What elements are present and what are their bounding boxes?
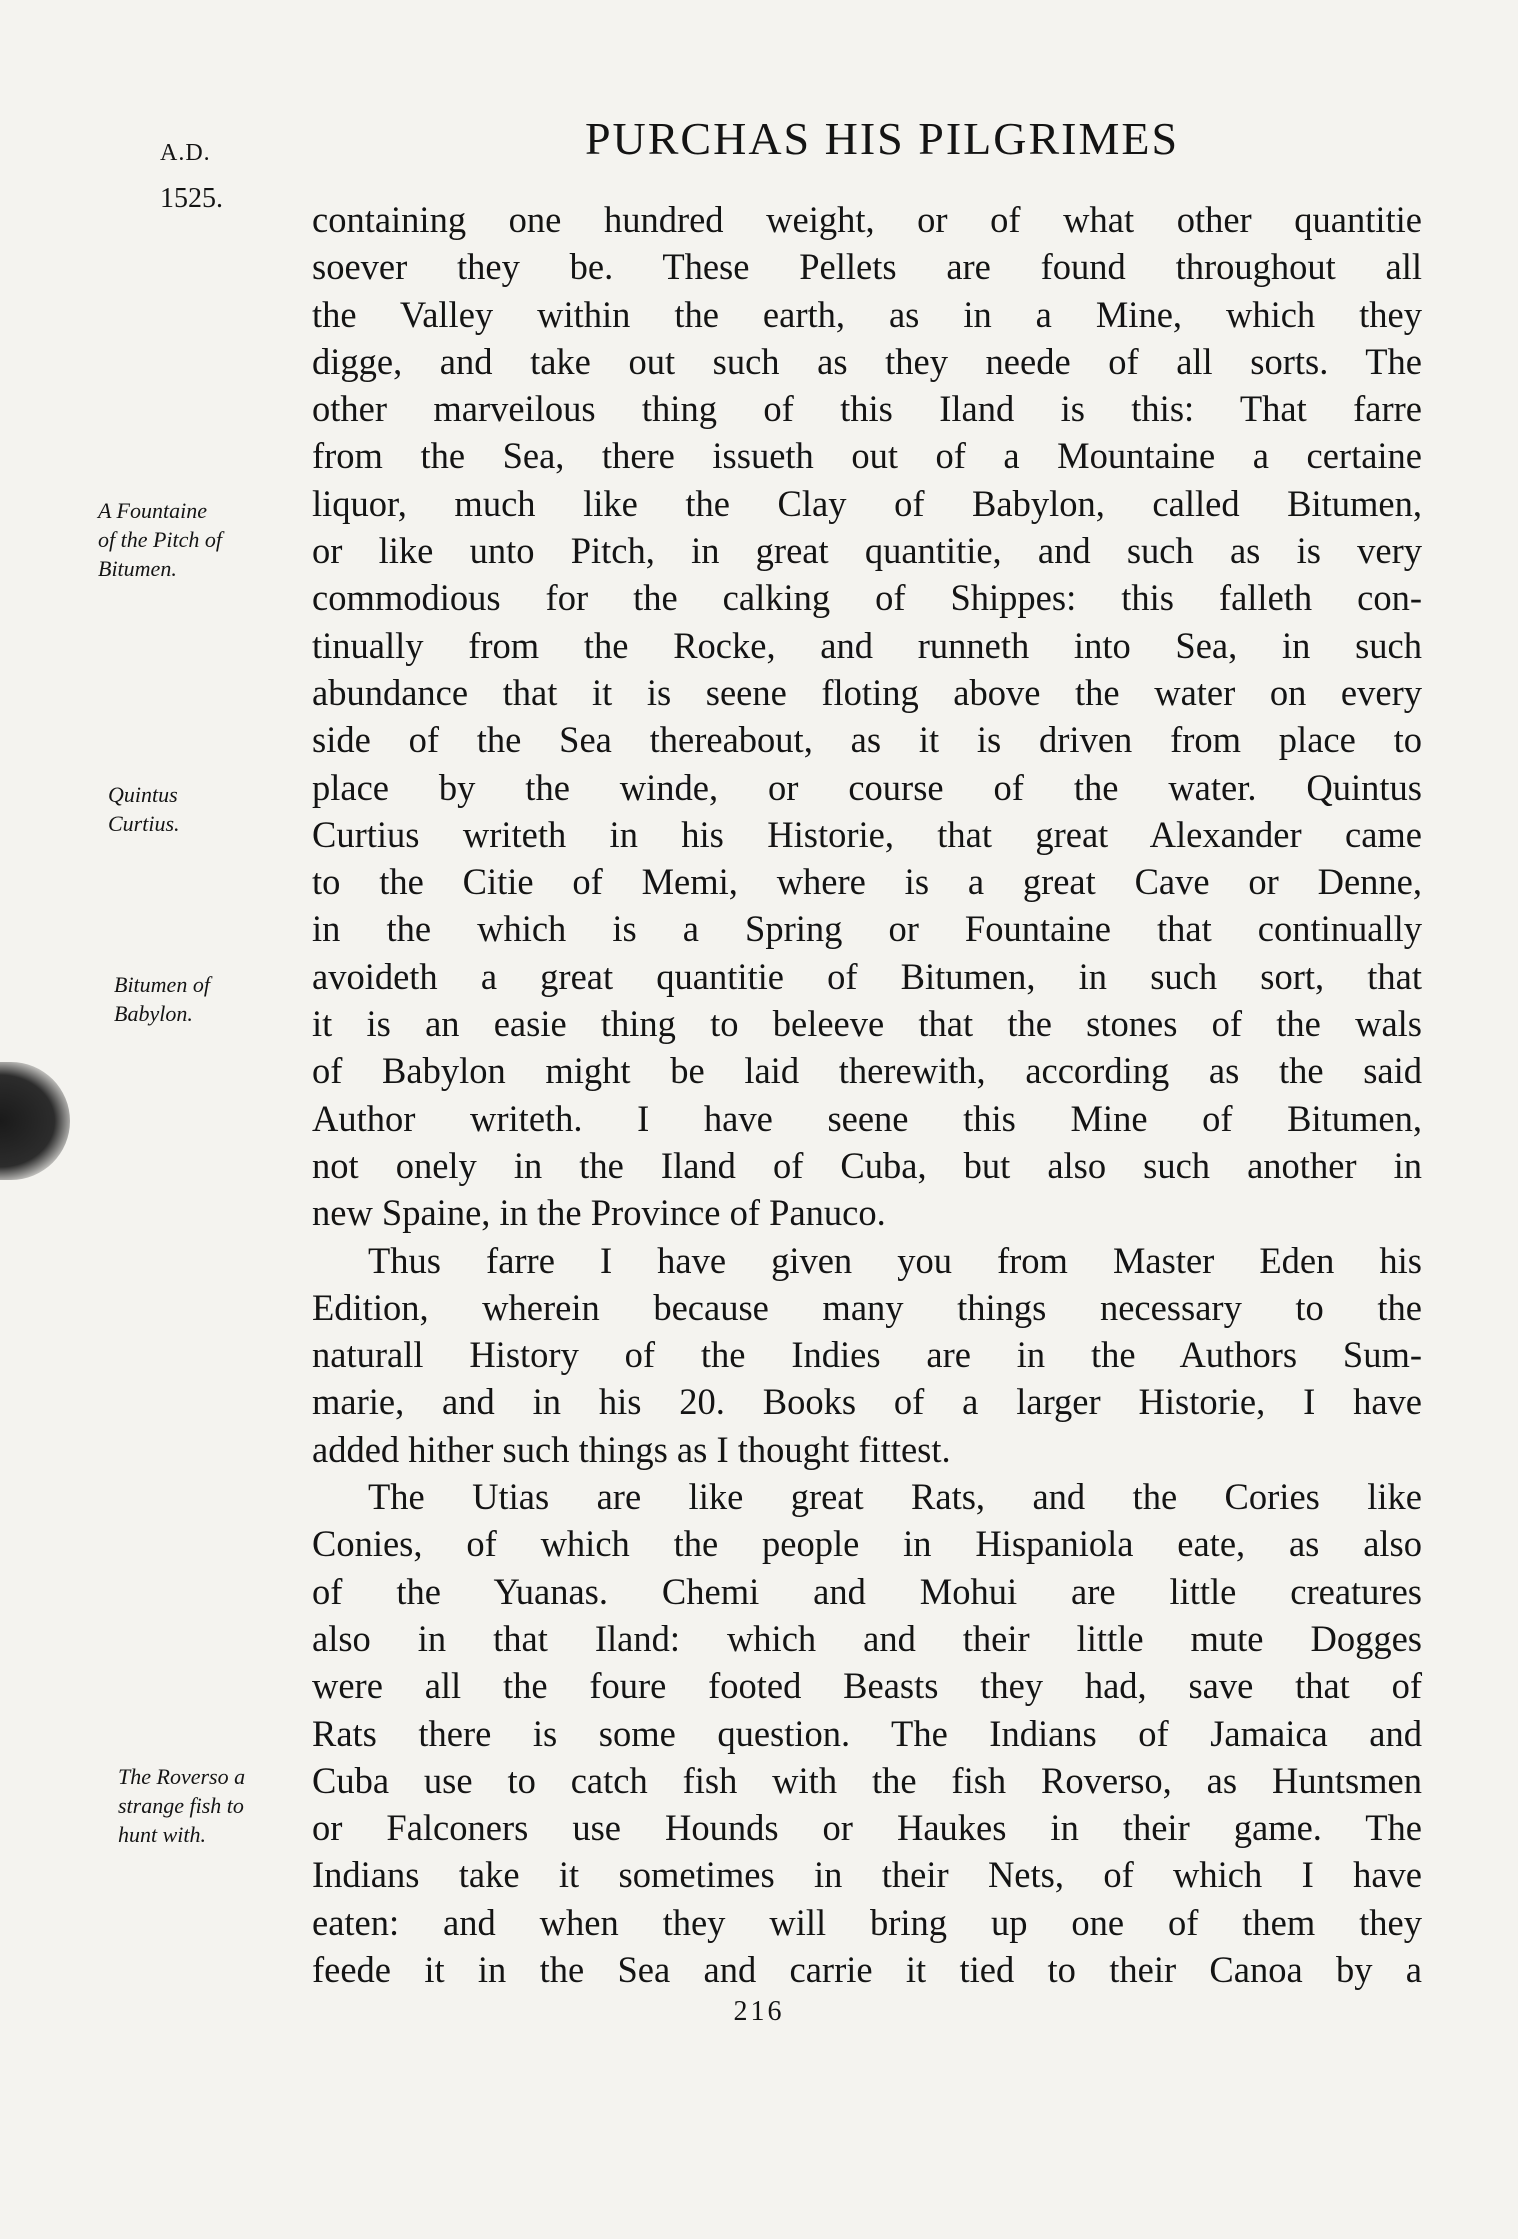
year-label: 1525. — [160, 183, 223, 214]
text-line: of the Yuanas. Chemi and Mohui are little creatures — [312, 1570, 1422, 1612]
text-line: in the which is a Spring or Fountaine that continually — [312, 908, 1422, 950]
text-line: the Valley within the earth, as in a Mine, which they — [312, 293, 1422, 335]
text-line: naturall History of the Indies are in the Authors Sum- — [312, 1334, 1422, 1376]
text-line: of Babylon might be laid therewith, according as the said — [312, 1050, 1422, 1092]
text-line: marie, and in his 20. Books of a larger Historie, I have — [312, 1381, 1422, 1423]
margin-note-fountaine: A Fountaine of the Pitch of Bitumen. — [98, 498, 223, 581]
text-line: Rats there is some question. The Indians of Jamaica and — [312, 1712, 1422, 1754]
page-number: 216 — [733, 1996, 785, 2027]
text-line: were all the foure footed Beasts they had, save that of — [312, 1665, 1422, 1707]
text-line: or Falconers use Hounds or Haukes in their game. The — [312, 1807, 1422, 1849]
text-line: other marveilous thing of this Iland is this: That farre — [312, 388, 1422, 430]
text-line: place by the winde, or course of the water. Quintus — [312, 766, 1422, 808]
margin-note-roverso: The Roverso a strange fish to hunt with. — [118, 1764, 246, 1847]
text-line: Conies, of which the people in Hispaniola eate, as also — [312, 1523, 1422, 1565]
text-line: digge, and take out such as they neede of all sorts. The — [312, 340, 1422, 382]
text-line: Curtius writeth in his Historie, that great Alexander came — [312, 813, 1422, 855]
text-line: abundance that it is seene floting above the water on every — [312, 671, 1422, 713]
text-line: Cuba use to catch fish with the fish Roverso, as Huntsmen — [312, 1759, 1422, 1801]
text-line: Indians take it sometimes in their Nets, of which I have — [312, 1854, 1422, 1896]
paragraph-eden — [312, 1237, 1422, 1473]
text-line: eaten: and when they will bring up one of them they — [312, 1901, 1422, 1943]
thumb-shadow — [0, 1062, 70, 1180]
text-line: side of the Sea thereabout, as it is driven from place to — [312, 719, 1422, 761]
text-line: Author writeth. I have seene this Mine of Bitumen, — [312, 1097, 1422, 1139]
text-line: or like unto Pitch, in great quantitie, and such as is very — [312, 530, 1422, 572]
text-line: liquor, much like the Clay of Babylon, called Bitumen, — [312, 482, 1422, 524]
margin-note-quintus: Quintus Curtius. — [108, 782, 180, 836]
body-text — [312, 196, 1422, 1993]
paragraph-utias — [312, 1473, 1422, 1993]
running-head: PURCHAS HIS PILGRIMES — [584, 113, 1180, 164]
text-line: avoideth a great quantitie of Bitumen, in such sort, that — [312, 955, 1422, 997]
text-line: soever they be. These Pellets are found throughout all — [312, 246, 1422, 288]
text-line: it is an easie thing to beleeve that the stones of the wals — [312, 1003, 1422, 1045]
text-line: feede it in the Sea and carrie it tied to their Canoa by a — [312, 1948, 1422, 1990]
text-line: not onely in the Iland of Cuba, but also such another in — [312, 1144, 1422, 1186]
text-line: Thus farre I have given you from Master Eden his — [368, 1239, 1422, 1281]
text-line: from the Sea, there issueth out of a Mountaine a certaine — [312, 435, 1422, 477]
text-line: The Utias are like great Rats, and the Cories like — [368, 1476, 1422, 1518]
era-label: A.D. — [160, 140, 211, 166]
text-line: tinually from the Rocke, and runneth into Sea, in such — [312, 624, 1422, 666]
text-line: also in that Iland: which and their little mute Dogges — [312, 1617, 1422, 1659]
paragraph-bitumen — [312, 196, 1422, 1237]
text-line: to the Citie of Memi, where is a great Cave or Denne, — [312, 861, 1422, 903]
year-block — [160, 130, 223, 222]
text-line: containing one hundred weight, or of what other quantitie — [312, 199, 1422, 240]
text-line: new Spaine, in the Province of Panuco. — [312, 1192, 886, 1234]
text-line: added hither such things as I thought fittest. — [312, 1428, 951, 1470]
text-line: Edition, wherein because many things necessary to the — [312, 1286, 1422, 1328]
text-line: commodious for the calking of Shippes: this falleth con- — [312, 577, 1422, 619]
margin-note-babylon: Bitumen of Babylon. — [114, 972, 210, 1026]
